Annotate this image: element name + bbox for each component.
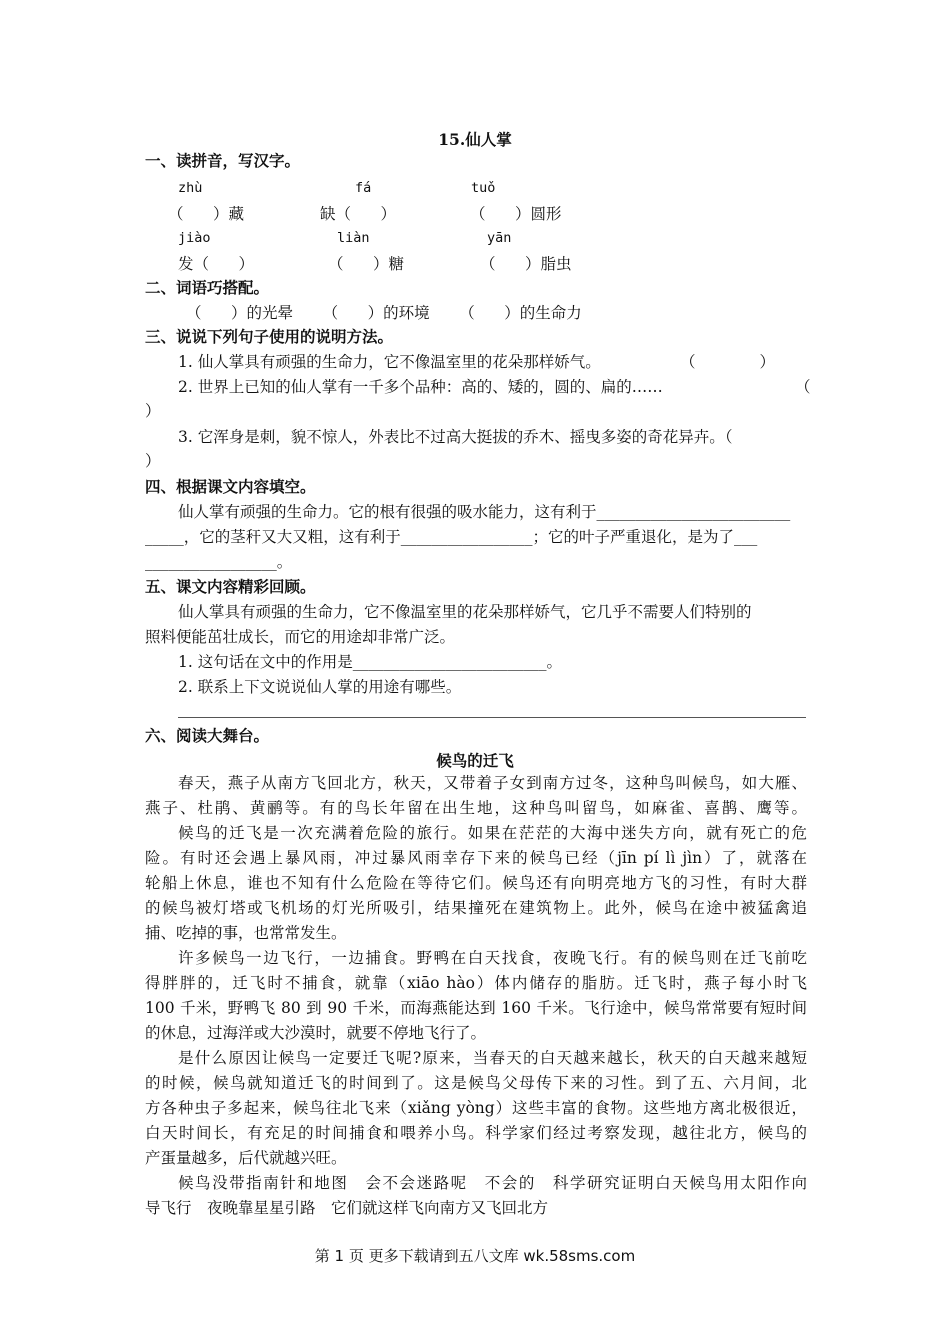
section-5-heading: 五、课文内容精彩回顾。	[145, 577, 316, 596]
article-line: 的休息，过海洋或大沙漠时，就要不停地飞行了。	[145, 1024, 487, 1042]
pinyin-tuo: tuǒ	[471, 180, 496, 196]
article-line: 险。有时还会遇上暴风雨，冲过暴风雨幸存下来的候鸟已经（jīn pí lì jìn）了，就落在	[145, 849, 807, 867]
article-line: 候鸟没带指南针和地图 会不会迷路呢 不会的 科学研究证明白天候鸟用太阳作向	[178, 1174, 807, 1192]
blank-lian[interactable]: （ ）糖	[328, 255, 405, 273]
answer-line[interactable]	[178, 717, 806, 718]
article-line: 方各种虫子多起来，候鸟往北飞来（xiǎng yòng）这些丰富的食物。这些地方离北极很近，	[145, 1099, 807, 1117]
section-1-heading: 一、读拼音，写汉字。	[145, 151, 301, 170]
pinyin-yan: yān	[487, 230, 512, 246]
article-line: 导飞行 夜晚靠星星引路 它们就这样飞向南方又飞回北方	[145, 1199, 549, 1217]
word-match-line[interactable]: （ ）的光晕 （ ）的环境 （ ）的生命力	[186, 304, 582, 322]
page-title: 15.仙人掌	[438, 130, 512, 149]
pinyin-lian: liàn	[337, 230, 370, 246]
article-line: 得胖胖的，迁飞时不捕食，就靠（xiāo hào）体内储存的脂肪。迁飞时，燕子每小时飞	[145, 974, 807, 992]
sec5-question-2: 2. 联系上下文说说仙人掌的用途有哪些。	[178, 678, 462, 696]
section-4-heading: 四、根据课文内容填空。	[145, 477, 316, 496]
page-footer: 第 1 页 更多下载请到五八文库 wk.58sms.com	[314, 1247, 636, 1265]
article-line: 白天时间长，有充足的时间捕食和喂养小鸟。科学家们经过考察发现，越往北方，候鸟的	[145, 1124, 807, 1142]
sec4-fill-line-3[interactable]: _________________。	[145, 553, 293, 571]
section-6-heading: 六、阅读大舞台。	[145, 726, 270, 745]
sec3-question-1: 1. 仙人掌具有顽强的生命力，它不像温室里的花朵那样娇气。	[178, 353, 601, 371]
sec3-question-3: 3. 它浑身是刺，貌不惊人，外表比不过高大挺拔的乔木、摇曳多姿的奇花异卉。（	[178, 428, 733, 446]
article-line: 产蛋量越多，后代就越兴旺。	[145, 1149, 347, 1167]
article-line: 春天，燕子从南方飞回北方，秋天，又带着子女到南方过冬，这种鸟叫候鸟，如大雁、	[178, 774, 807, 792]
blank-jiao[interactable]: 发（ ）	[178, 255, 255, 273]
article-line: 的时候，候鸟就知道迁飞的时间到了。这是候鸟父母传下来的习性。到了五、六月间，北	[145, 1074, 807, 1092]
article-line: 许多候鸟一边飞行，一边捕食。野鸭在白天找食，夜晚飞行。有的候鸟则在迁飞前吃	[178, 949, 807, 967]
article-line: 轮船上休息，谁也不知有什么危险在等待它们。候鸟还有向明亮地方飞的习性，有时大群	[145, 874, 807, 892]
sec5-question-1[interactable]: 1. 这句话在文中的作用是_________________________。	[178, 653, 562, 671]
blank-yan[interactable]: （ ）脂虫	[480, 255, 572, 273]
blank-tuo[interactable]: （ ）圆形	[470, 205, 562, 223]
sec3-answer-3-close: ）	[145, 452, 161, 470]
article-title: 候鸟的迁飞	[436, 751, 514, 770]
sec4-fill-line-1[interactable]: 仙人掌有顽强的生命力。它的根有很强的吸水能力，这有利于_________________________	[178, 503, 791, 521]
article-line: 是什么原因让候鸟一定要迁飞呢?原来，当春天的白天越来越长，秋天的白天越来越短	[178, 1049, 807, 1067]
sec3-question-2: 2. 世界上已知的仙人掌有一千多个品种：高的、矮的，圆的、扁的……	[178, 378, 663, 396]
sec3-answer-1-blank[interactable]: （ ）	[680, 353, 776, 371]
blank-fa[interactable]: 缺（ ）	[320, 205, 397, 223]
pinyin-jiao: jiào	[178, 230, 211, 246]
sec5-passage-line-1: 仙人掌具有顽强的生命力，它不像温室里的花朵那样娇气，它几乎不需要人们特别的	[178, 603, 752, 621]
sec4-fill-line-2[interactable]: _____，它的茎秆又大又粗，这有利于_________________；它的叶子严重退化，是为了___	[145, 528, 758, 546]
sec3-answer-2-close: ）	[145, 402, 161, 420]
sec3-answer-2-blank[interactable]: （	[795, 378, 811, 396]
article-line: 燕子、杜鹃、黄鹂等。有的鸟长年留在出生地，这种鸟叫留鸟，如麻雀、喜鹊、鹰等。	[145, 799, 807, 817]
article-line: 的候鸟被灯塔或飞机场的灯光所吸引，结果撞死在建筑物上。此外，候鸟在途中被猛禽追	[145, 899, 807, 917]
article-line: 捕、吃掉的事，也常常发生。	[145, 924, 347, 942]
section-3-heading: 三、说说下列句子使用的说明方法。	[145, 327, 394, 346]
article-line: 候鸟的迁飞是一次充满着危险的旅行。如果在茫茫的大海中迷失方向，就有死亡的危	[178, 824, 807, 842]
sec5-passage-line-2: 照料便能茁壮成长，而它的用途却非常广泛。	[145, 628, 456, 646]
pinyin-fa: fá	[355, 180, 372, 196]
article-line: 100 千米，野鸭飞 80 到 90 千米，而海燕能达到 160 千米。飞行途中，候鸟常常要有短时间	[145, 999, 807, 1017]
pinyin-zhu: zhù	[178, 180, 203, 196]
blank-zhu[interactable]: （ ）藏	[168, 205, 245, 223]
section-2-heading: 二、词语巧搭配。	[145, 278, 270, 297]
